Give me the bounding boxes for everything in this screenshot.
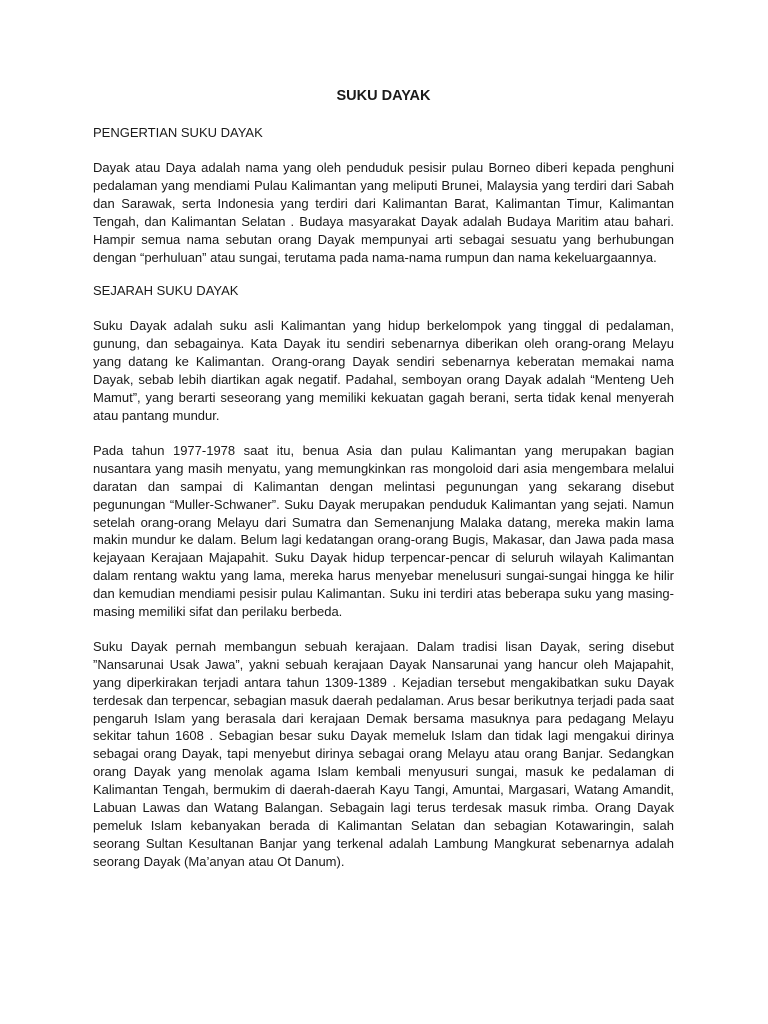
paragraph-sejarah-2: Pada tahun 1977-1978 saat itu, benua Asia dan pulau Kalimantan yang merupakan bagian nusantara yang masih menyatu, yang memungkinkan ras mongoloid dari asia mengembara melalui daratan dan sampai di Kalimantan dengan melintasi pegunungan yang sekarang disebut pegunungan “Muller-Schwaner”. Suku Dayak merupakan penduduk Kalimantan yang sejati. Namun setelah orang-orang Melayu dari Sumatra dan Semenanjung Malaka datang, mereka makin lama makin mundur ke dalam. Belum lagi kedatangan orang-orang Bugis, Makasar, dan Jawa pada masa kejayaan Kerajaan Majapahit. Suku Dayak hidup terpencar-pencar di seluruh wilayah Kalimantan dalam rentang waktu yang lama, mereka harus menyebar menelusuri sungai-sungai hingga ke hilir dan kemudian mendiami pesisir pulau Kalimantan. Suku ini terdiri atas beberapa suku yang masing-masing memiliki sifat dan perilaku berbeda.: [93, 442, 674, 620]
paragraph-sejarah-1: Suku Dayak adalah suku asli Kalimantan yang hidup berkelompok yang tinggal di pedalaman, gunung, dan sebagainya. Kata Dayak itu sendiri sebenarnya diberikan oleh orang-orang Melayu yang datang ke Kalimantan. Orang-orang Dayak sendiri sebenarnya keberatan memakai nama Dayak, sebab lebih diartikan agak negatif. Padahal, semboyan orang Dayak adalah “Menteng Ueh Mamut”, yang berarti seseorang yang memiliki kekuatan gagah berani, serta tidak kenal menyerah atau pantang mundur.: [93, 318, 674, 423]
paragraph-sejarah-3: Suku Dayak pernah membangun sebuah kerajaan. Dalam tradisi lisan Dayak, sering disebut ”Nansarunai Usak Jawa”, yakni sebuah kerajaan Dayak Nansarunai yang hancur oleh Majapahit, yang diperkirakan terjadi antara tahun 1309-1389 . Kejadian tersebut mengakibatkan suku Dayak terdesak dan terpencar, sebagian masuk daerah pedalaman. Arus besar berikutnya terjadi pada saat pengaruh Islam yang berasala dari kerajaan Demak bersama masuknya para pedagang Melayu sekitar tahun 1608 . Sebagian besar suku Dayak memeluk Islam dan tidak lagi mengakui dirinya sebagai orang Dayak, tapi menyebut dirinya sebagai orang Melayu atau orang Banjar. Sedangkan orang Dayak yang menolak agama Islam kembali menyusuri sungai, masuk ke pedalaman di Kalimantan Tengah, bermukim di daerah-daerah Kayu Tangi, Amuntai, Margasari, Watang Amandit, Labuan Lawas dan Watang Balangan. Sebagain lagi terus terdesak masuk rimba. Orang Dayak pemeluk Islam kebanyakan berada di Kalimantan Selatan dan sebagian Kotawaringin, salah seorang Sultan Kesultanan Banjar yang terkenal adalah Lambung Mangkurat sebenarnya adalah seorang Dayak (Ma’anyan atau Ot Danum).: [93, 638, 674, 869]
section-heading-sejarah: SEJARAH SUKU DAYAK: [93, 283, 239, 299]
section-heading-pengertian: PENGERTIAN SUKU DAYAK: [93, 125, 263, 140]
paragraph-pengertian-1: Dayak atau Daya adalah nama yang oleh penduduk pesisir pulau Borneo diberi kepada penghuni pedalaman yang mendiami Pulau Kalimantan yang meliputi Brunei, Malaysia yang terdiri dari Sabah dan Sarawak, serta Indonesia yang terdiri dari Kalimantan Barat, Kalimantan Timur, Kalimantan Tengah, dan Kalimantan Selatan . Budaya masyarakat Dayak adalah Budaya Maritim atau bahari. Hampir semua nama sebutan orang Dayak mempunyai arti sebagai sesuatu yang berhubungan dengan “perhuluan” atau sungai, terutama pada nama-nama rumpun dan nama kekeluargaannya.: [93, 160, 674, 265]
document-title: SUKU DAYAK: [336, 88, 431, 104]
